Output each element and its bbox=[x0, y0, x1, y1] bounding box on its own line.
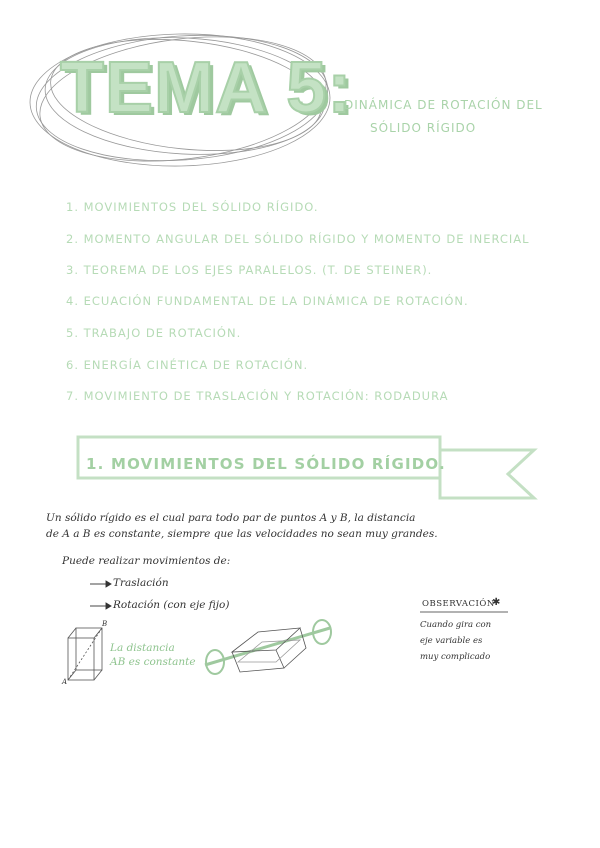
prism-figure bbox=[68, 628, 102, 680]
definition-line-1: Un sólido rígido es el cual para todo par de puntos A y B, la distancia bbox=[46, 512, 416, 524]
toc-item-4: 4. ECUACIÓN FUNDAMENTAL DE LA DINÁMICA DE ROTACIÓN. bbox=[66, 294, 469, 308]
section-banner-title: 1. MOVIMIENTOS DEL SÓLIDO RÍGIDO. bbox=[86, 455, 446, 473]
star-icon: ✱ bbox=[492, 597, 501, 608]
toc-item-1: 1. MOVIMIENTOS DEL SÓLIDO RÍGIDO. bbox=[66, 200, 319, 214]
toc-item-5: 5. TRABAJO DE ROTACIÓN. bbox=[66, 326, 242, 340]
figure-note-line-1: La distancia bbox=[110, 642, 175, 654]
definition-line-2: de A a B es constante, siempre que las velocidades no sean muy grandes. bbox=[46, 528, 438, 540]
point-b-label: B bbox=[102, 620, 108, 628]
rotating-prism-figure bbox=[205, 620, 331, 674]
observation-title: OBSERVACIÓN bbox=[422, 599, 495, 609]
toc-item-3: 3. TEOREMA DE LOS EJES PARALELOS. (T. DE STEINER). bbox=[66, 263, 433, 277]
subtitle-line-1: DINÁMICA DE ROTACIÓN DEL bbox=[344, 98, 543, 112]
toc-item-2: 2. MOMENTO ANGULAR DEL SÓLIDO RÍGIDO Y MOMENTO DE INERCIAL bbox=[66, 232, 530, 246]
subtitle-line-2: SÓLIDO RÍGIDO bbox=[370, 121, 477, 135]
page-title: TEMA 5: bbox=[60, 48, 353, 128]
observation-line-2: eje variable es bbox=[420, 636, 483, 646]
point-a-label: A bbox=[62, 678, 68, 686]
moves-intro: Puede realizar movimientos de: bbox=[62, 555, 231, 567]
toc-item-7: 7. MOVIMIENTO DE TRASLACIÓN Y ROTACIÓN: RODADURA bbox=[66, 389, 449, 403]
move-translation: Traslación bbox=[113, 577, 169, 589]
figure-note-line-2: AB es constante bbox=[110, 656, 196, 668]
move-rotation: Rotación (con eje fijo) bbox=[113, 599, 230, 611]
observation-line-1: Cuando gira con bbox=[420, 620, 492, 630]
observation-line-3: muy complicado bbox=[420, 652, 491, 662]
toc-item-6: 6. ENERGÍA CINÉTICA DE ROTACIÓN. bbox=[66, 358, 309, 372]
